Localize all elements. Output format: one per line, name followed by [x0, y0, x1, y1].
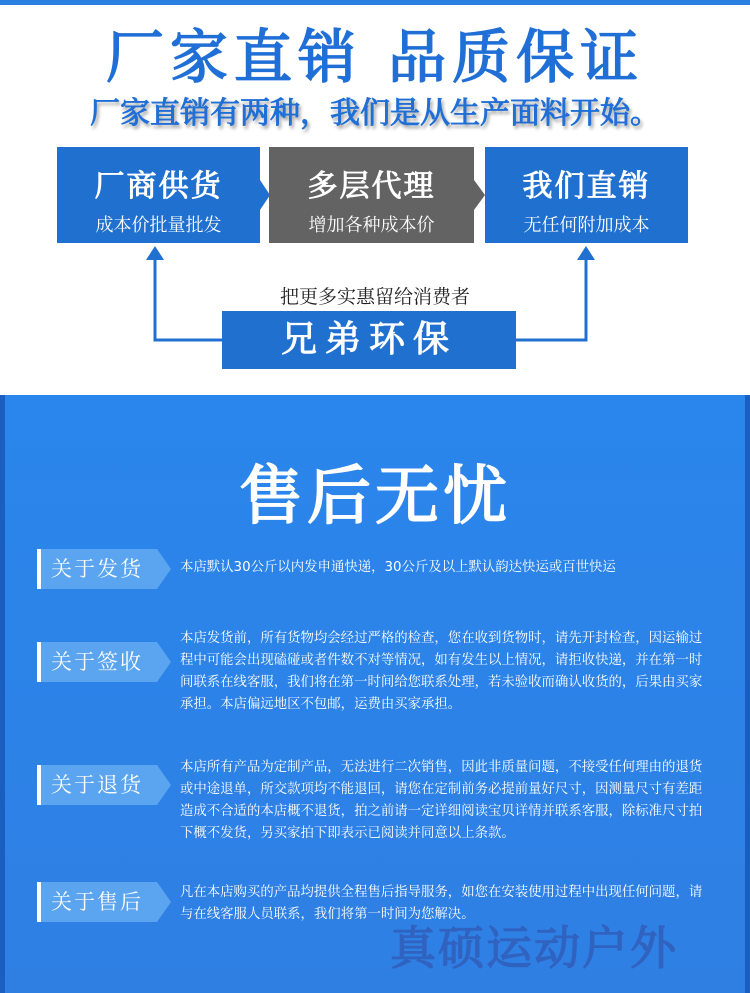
flow-box-title: 我们直销: [522, 169, 651, 204]
consumer-text: 把更多实惠留给消费者: [279, 286, 470, 308]
watermark: 真硕运动户外: [390, 921, 678, 975]
label-aftersales: 关于售后: [37, 882, 157, 922]
desc-returns: 本店所有产品为定制产品，无法进行二次销售，因此非质量问题，不接受任何理由的退货或中途退单，所交款项均不能退回，请您在定制前务必提前量好尺寸，因测量尺寸有差距造成不合适的本店概不退货，拍之前请一定详细阅读宝贝详情并联系客服，除标准尺寸拍下概不发货，另买家拍下即表示已阅读并同意以上条款。: [180, 760, 703, 841]
desc-receipt: 本店发货前，所有货物均会经过严格的检查，您在收到货物时，请先开封检查，因运输过程中可能会出现磕碰或者件数不对等情况，如有发生以上情况，请拒收快递，并在第一时间联系在线客服，我们将在第一时间给您联系处理，若未验收而确认收货的，后果由买家承担。本店偏远地区不包邮，运费由买家承担。: [180, 631, 703, 712]
flow-box-title: 多层代理: [307, 169, 436, 204]
flow-box-title: 厂商供货: [94, 169, 223, 204]
desc-shipping: 本店默认30公斤以内发申通快递，30公斤及以上默认韵达快运或百世快运: [180, 560, 616, 575]
flow-box-subtitle: 成本价批量批发: [95, 215, 222, 236]
flow-box-subtitle: 增加各种成本价: [308, 215, 435, 236]
flow-box-subtitle: 无任何附加成本: [523, 215, 650, 236]
up-arrow-icon: [577, 246, 595, 260]
sub-title: 厂家直销有两种，我们是从生产面料开始。: [90, 96, 660, 131]
label-returns: 关于退货: [37, 765, 157, 805]
service-title: 售后无忧: [239, 460, 511, 534]
top-section: [0, 0, 750, 395]
desc-aftersales: 凡在本店购买的产品均提供全程售后指导服务，如您在安装使用过程中出现任何问题，请与在线客服人员联系，我们将第一时间为您解决。: [180, 885, 703, 922]
brand-box: 兄弟环保: [222, 311, 516, 369]
label-shipping: 关于发货: [37, 549, 157, 589]
main-title: 厂家直销 品质保证: [105, 23, 645, 91]
up-arrow-icon: [146, 246, 164, 260]
label-receipt: 关于签收: [37, 642, 157, 682]
